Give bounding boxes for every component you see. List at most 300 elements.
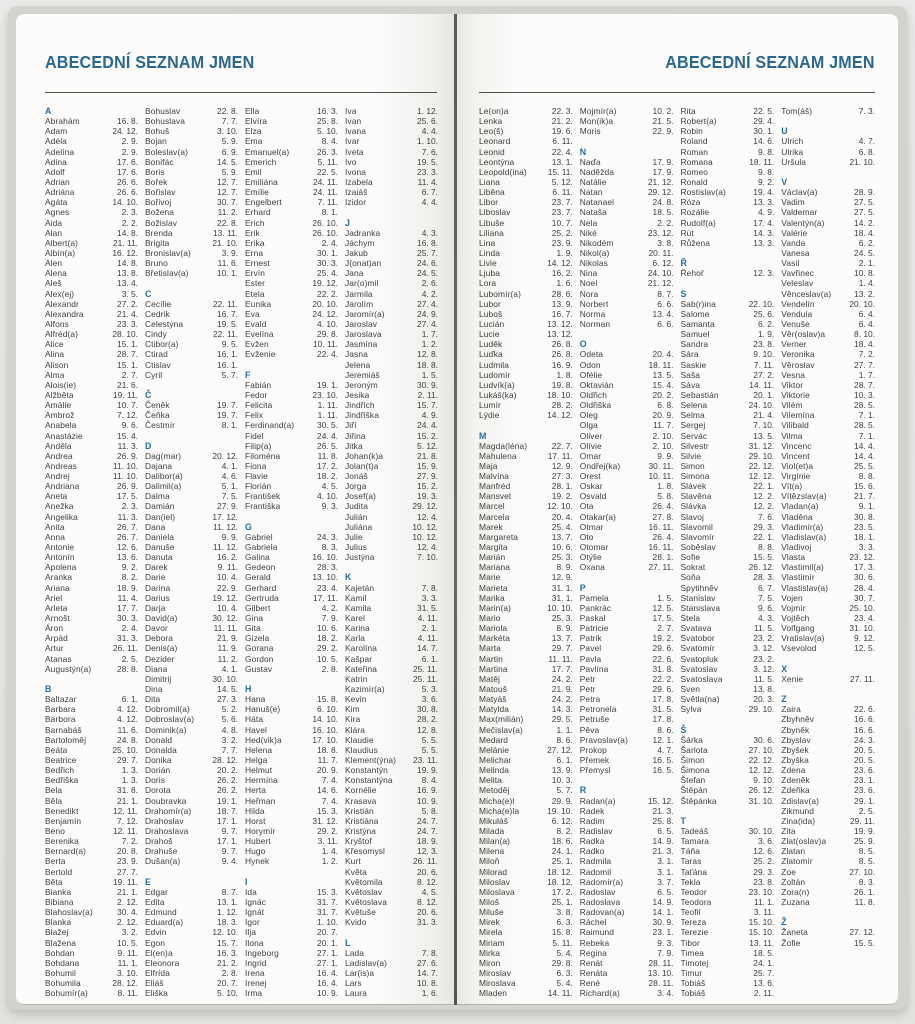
entry-name: Julie bbox=[345, 531, 363, 542]
entry-name: Nina bbox=[579, 268, 598, 279]
entry-name: Bernard(a) bbox=[45, 846, 87, 857]
name-entry bbox=[245, 897, 338, 907]
entry-name: Květoslav bbox=[345, 886, 383, 897]
name-entry bbox=[681, 360, 775, 370]
entry-name: Matouš bbox=[479, 684, 508, 695]
entry-name: Svatoslav bbox=[680, 663, 718, 674]
entry-name: Volfgang bbox=[781, 623, 815, 634]
name-entry bbox=[781, 420, 875, 430]
entry-date: 31. 8. bbox=[117, 785, 138, 796]
entry-date: 30. 7. bbox=[854, 592, 875, 603]
name-entry bbox=[781, 846, 875, 856]
entry-name: Ofélie bbox=[579, 369, 603, 380]
entry-date: 12. 9. bbox=[551, 572, 573, 583]
name-entry bbox=[245, 623, 338, 633]
name-entry bbox=[145, 785, 238, 795]
name-entry bbox=[345, 228, 438, 238]
name-entry bbox=[145, 491, 238, 501]
entry-name: Vladivoj bbox=[781, 542, 812, 553]
name-entry bbox=[245, 441, 338, 451]
name-entry bbox=[245, 806, 338, 816]
entry-date: 5. 6. bbox=[221, 714, 238, 725]
entry-date: 4. 4. bbox=[421, 126, 438, 137]
name-entry bbox=[245, 238, 338, 248]
name-entry bbox=[145, 907, 238, 917]
entry-date: 2. 7. bbox=[657, 623, 674, 634]
entry-date: 10. 11. bbox=[313, 339, 338, 350]
entry-date: 27. 2. bbox=[753, 369, 775, 380]
name-entry bbox=[245, 856, 338, 866]
entry-date: 11. 11. bbox=[548, 653, 573, 664]
entry-date: 7. 2. bbox=[858, 349, 875, 360]
entry-name: Melinda bbox=[479, 765, 510, 776]
entry-name: Nela bbox=[579, 217, 598, 228]
entry-name: Evelína bbox=[245, 329, 274, 340]
entry-date: 17. 7. bbox=[117, 602, 138, 613]
entry-name: Agnes bbox=[45, 207, 70, 218]
entry-date: 15. 6. bbox=[854, 481, 875, 492]
entry-date: 3. 8. bbox=[657, 237, 674, 248]
entry-name: Omar bbox=[579, 450, 602, 461]
entry-name: Kristiána bbox=[345, 815, 379, 826]
entry-name: Soběslav bbox=[680, 542, 716, 553]
name-entry bbox=[580, 258, 674, 268]
entry-name: Bertold bbox=[45, 866, 73, 877]
entry-name: Lucie bbox=[479, 329, 500, 340]
name-entry bbox=[781, 603, 875, 613]
entry-name: Jar(o)mil bbox=[345, 278, 379, 289]
name-entry bbox=[479, 106, 573, 116]
entry-date: 27. 10. bbox=[849, 866, 875, 877]
entry-date: 3. 10. bbox=[117, 967, 138, 978]
name-entry bbox=[45, 877, 138, 887]
entry-date: 28. 11. bbox=[648, 978, 674, 989]
name-entry bbox=[681, 877, 775, 887]
name-entry bbox=[345, 674, 438, 684]
name-entry bbox=[781, 542, 875, 552]
name-entry bbox=[781, 593, 875, 603]
entry-name: Helga bbox=[245, 755, 268, 765]
entry-date: 13. 9. bbox=[551, 298, 573, 309]
name-entry bbox=[479, 552, 573, 562]
entry-date: 23. 3. bbox=[417, 166, 438, 177]
name-entry bbox=[781, 238, 875, 248]
entry-date: 7. 10. bbox=[417, 552, 438, 563]
name-entry bbox=[580, 400, 674, 410]
entry-date: 31. 3. bbox=[117, 633, 138, 644]
name-entry bbox=[145, 654, 238, 664]
entry-date: 25. 4. bbox=[551, 521, 573, 532]
name-entry bbox=[45, 147, 138, 157]
entry-date: 8. 11. bbox=[117, 988, 138, 999]
entry-name: Donika bbox=[145, 755, 172, 765]
entry-name: Viktorie bbox=[781, 389, 810, 400]
name-entry bbox=[479, 390, 573, 400]
entry-name: Lar(is)a bbox=[345, 967, 375, 978]
entry-name: Aranka bbox=[45, 572, 73, 583]
name-entry bbox=[145, 583, 238, 593]
entry-date: 25. 11. bbox=[413, 663, 438, 674]
entry-name: Noel bbox=[579, 278, 598, 289]
entry-date: 8. 4. bbox=[421, 775, 438, 786]
entry-name: Simona bbox=[680, 471, 710, 482]
entry-date: 3. 2. bbox=[221, 734, 238, 745]
entry-name: Verner bbox=[781, 339, 807, 350]
entry-name: Šimon bbox=[680, 755, 705, 765]
entry-date: 12. 11. bbox=[113, 825, 138, 836]
entry-date: 23. 12. bbox=[849, 552, 875, 563]
name-entry bbox=[681, 968, 775, 978]
name-entry bbox=[479, 674, 573, 684]
name-entry bbox=[145, 725, 238, 735]
section-letter: G bbox=[245, 521, 252, 532]
entry-date: 27. 9. bbox=[417, 471, 438, 482]
entry-name: J(onat)an bbox=[345, 258, 382, 269]
entry-name: Dag(mar) bbox=[145, 450, 182, 461]
name-entry bbox=[781, 400, 875, 410]
entry-date: 1. 10. bbox=[317, 917, 338, 928]
entry-name: Jonáš bbox=[345, 471, 368, 482]
entry-name: Benjamín bbox=[45, 815, 82, 826]
name-entry bbox=[479, 958, 573, 968]
entry-date: 30. 8. bbox=[854, 511, 875, 522]
entry-date: 29. 3. bbox=[753, 866, 775, 877]
entry-date: 15. 2. bbox=[417, 430, 438, 441]
entry-date: 6. 8. bbox=[858, 146, 875, 157]
entry-name: Darja bbox=[145, 602, 166, 613]
entry-name: Elfrída bbox=[145, 967, 170, 978]
name-entry bbox=[781, 147, 875, 157]
name-entry bbox=[345, 248, 438, 258]
name-entry bbox=[681, 613, 775, 623]
entry-date: 24. 1. bbox=[753, 957, 775, 968]
entry-name: Zita bbox=[781, 825, 796, 836]
entry-date: 23. 3. bbox=[117, 318, 138, 329]
entry-name: Roman bbox=[680, 146, 708, 157]
name-entry bbox=[580, 603, 674, 613]
entry-name: Brenda bbox=[145, 227, 173, 238]
entry-date: 11. 4. bbox=[117, 592, 138, 603]
name-entry bbox=[479, 126, 573, 136]
entry-name: Rebeka bbox=[579, 937, 610, 948]
entry-date: 9. 11. bbox=[217, 562, 238, 573]
entry-date: 14. 9. bbox=[652, 836, 674, 847]
entry-date: 8. 5. bbox=[858, 856, 875, 867]
entry-date: 9. 7. bbox=[221, 846, 238, 857]
name-entry bbox=[45, 593, 138, 603]
entry-name: Saskie bbox=[680, 359, 707, 370]
entry-name: Drahuše bbox=[145, 846, 178, 857]
page-left-header bbox=[45, 44, 438, 84]
name-entry bbox=[681, 167, 775, 177]
name-entry bbox=[45, 167, 138, 177]
entry-date: 5. 5. bbox=[421, 744, 438, 755]
entry-date: 25. 8. bbox=[317, 116, 338, 127]
entry-date: 27. 7. bbox=[854, 359, 875, 370]
entry-name: Margita bbox=[479, 542, 508, 553]
name-entry bbox=[479, 329, 573, 339]
entry-name: Darie bbox=[145, 572, 166, 583]
name-entry bbox=[245, 654, 338, 664]
entry-name: Jana bbox=[345, 268, 364, 279]
entry-date: 7. 4. bbox=[321, 795, 338, 806]
name-entry bbox=[580, 593, 674, 603]
entry-date: 4. 9. bbox=[757, 207, 775, 218]
entry-date: 26. 7. bbox=[117, 521, 138, 532]
entry-name: Mon(ik)a bbox=[579, 116, 614, 127]
entry-date: 1. 4. bbox=[321, 846, 338, 857]
name-entry bbox=[681, 501, 775, 511]
entry-name: Fiona bbox=[245, 460, 267, 471]
name-entry bbox=[681, 471, 775, 481]
entry-date: 26. 10. bbox=[312, 227, 338, 238]
entry-name: Leopold(ina) bbox=[479, 166, 527, 177]
entry-date: 5. 10. bbox=[217, 988, 238, 999]
entry-name: Daniela bbox=[145, 531, 175, 542]
entry-name: Ivo bbox=[345, 156, 357, 167]
name-entry bbox=[45, 451, 138, 461]
entry-name: Doubravka bbox=[145, 795, 187, 806]
entry-date: 23. 7. bbox=[551, 207, 573, 218]
name-entry bbox=[580, 806, 674, 816]
name-entry bbox=[245, 491, 338, 501]
entry-date: 27. 2. bbox=[117, 298, 138, 309]
entry-name: Ctibor(a) bbox=[145, 339, 179, 350]
name-entry bbox=[345, 643, 438, 653]
name-entry bbox=[45, 522, 138, 532]
entry-date: 21. 1. bbox=[117, 886, 138, 897]
entry-name: Jaroslav bbox=[345, 318, 377, 329]
name-entry bbox=[345, 390, 438, 400]
entry-date: 5. 3. bbox=[421, 684, 438, 695]
name-entry bbox=[45, 704, 138, 714]
entry-date: 7. 8. bbox=[421, 947, 438, 958]
entry-name: Ilona bbox=[245, 937, 264, 948]
name-entry bbox=[781, 491, 875, 501]
entry-name: Zdeněk bbox=[781, 775, 810, 786]
entry-name: Rita bbox=[680, 106, 696, 116]
entry-date: 18. 8. bbox=[317, 744, 338, 755]
entry-date: 13. 8. bbox=[117, 268, 138, 279]
entry-name: Bohuslav bbox=[145, 106, 181, 116]
name-entry bbox=[580, 887, 674, 897]
entry-name: Eliška bbox=[145, 988, 168, 999]
name-entry bbox=[145, 471, 238, 481]
entry-name: Alena bbox=[45, 268, 67, 279]
entry-date: 24. 6. bbox=[417, 258, 438, 269]
entry-date: 12. 10. bbox=[547, 501, 573, 512]
entry-name: Bibiana bbox=[45, 896, 74, 907]
entry-name: Teodora bbox=[680, 896, 712, 907]
entry-name: Radan(a) bbox=[579, 795, 616, 806]
entry-name: Timur bbox=[680, 967, 703, 978]
entry-date: 8. 1. bbox=[221, 420, 238, 431]
entry-name: Marcela bbox=[479, 511, 510, 522]
name-entry bbox=[781, 278, 875, 288]
entry-name: Dobroslav(a) bbox=[145, 714, 195, 725]
name-entry bbox=[45, 309, 138, 319]
entry-name: Háta bbox=[245, 714, 264, 725]
entry-date: 12. 1. bbox=[652, 734, 674, 745]
entry-name: Zdena bbox=[781, 765, 806, 776]
name-entry bbox=[145, 400, 238, 410]
entry-date: 17. 8. bbox=[652, 694, 674, 705]
entry-name: Norman bbox=[579, 318, 611, 329]
entry-date: 14. 7. bbox=[417, 967, 438, 978]
entry-date: 15. 2. bbox=[417, 481, 438, 492]
entry-date: 7. 11. bbox=[317, 197, 338, 208]
entry-name: Martina bbox=[479, 663, 508, 674]
name-entry bbox=[245, 431, 338, 441]
entry-name: Evžen bbox=[245, 339, 269, 350]
entry-name: Oliver bbox=[579, 430, 603, 441]
name-entry bbox=[580, 968, 674, 978]
name-entry bbox=[479, 816, 573, 826]
entry-date: 25. 6. bbox=[417, 116, 438, 127]
name-entry bbox=[479, 846, 573, 856]
entry-date: 22. 4. bbox=[317, 349, 338, 360]
entry-date: 13. 1. bbox=[551, 156, 573, 167]
name-entry bbox=[781, 197, 875, 207]
entry-name: Andrea bbox=[45, 450, 73, 461]
entry-date: 21. 7. bbox=[854, 491, 875, 502]
entry-name: Doris bbox=[145, 775, 166, 786]
entry-date: 23. 6. bbox=[854, 785, 875, 796]
name-entry bbox=[580, 927, 674, 937]
name-entry bbox=[580, 360, 674, 370]
entry-name: Angelika bbox=[45, 511, 78, 522]
entry-date: 18. 11. bbox=[648, 359, 674, 370]
entry-name: Atanas bbox=[45, 653, 72, 664]
entry-date: 17. 10. bbox=[312, 734, 338, 745]
name-entry bbox=[479, 177, 573, 187]
entry-date: 6. 4. bbox=[858, 308, 875, 319]
name-entry bbox=[345, 268, 438, 278]
entry-date: 26. 9. bbox=[117, 450, 138, 461]
entry-name: Irma bbox=[245, 988, 263, 999]
entry-date: 10. 6. bbox=[551, 542, 573, 553]
entry-date: 14. 3. bbox=[551, 704, 573, 715]
entry-date: 4. 4. bbox=[421, 197, 438, 208]
entry-date: 6. 11. bbox=[552, 136, 573, 147]
entry-name: Zdeňka bbox=[781, 785, 810, 796]
name-entry bbox=[781, 785, 875, 795]
name-entry bbox=[479, 471, 573, 481]
entry-name: Petronela bbox=[579, 704, 617, 715]
name-entry bbox=[681, 116, 775, 126]
entry-name: Matěj bbox=[479, 673, 500, 684]
entry-name: Julius bbox=[345, 542, 368, 553]
entry-date: 6. 1. bbox=[556, 755, 573, 765]
entry-date: 1. 6. bbox=[556, 278, 573, 289]
section-letter: K bbox=[345, 572, 352, 583]
entry-name: Svatava bbox=[680, 623, 712, 634]
entry-name: Rút bbox=[680, 227, 694, 238]
entry-date: 3. 11. bbox=[317, 836, 338, 847]
name-entry bbox=[580, 218, 674, 228]
name-entry bbox=[145, 988, 238, 998]
entry-name: Bohumil bbox=[45, 967, 76, 978]
entry-name: Mirek bbox=[479, 917, 500, 928]
entry-date: 19. 7. bbox=[217, 400, 238, 411]
entry-date: 22. 8. bbox=[217, 217, 238, 228]
entry-date: 15. 10. bbox=[748, 927, 775, 938]
entry-name: Liana bbox=[479, 176, 500, 187]
entry-date: 29. 12. bbox=[647, 187, 674, 198]
name-entry bbox=[681, 704, 775, 714]
entry-name: Věroslav bbox=[781, 359, 815, 370]
name-entry bbox=[580, 745, 674, 755]
entry-name: Marieta bbox=[479, 582, 508, 593]
name-entry bbox=[345, 420, 438, 430]
name-entry bbox=[781, 258, 875, 268]
entry-name: Felix bbox=[245, 410, 264, 421]
page-title: ABECEDNÍ SEZNAM JMEN bbox=[45, 52, 255, 72]
entry-date: 21. 11. bbox=[113, 237, 138, 248]
name-entry bbox=[145, 349, 238, 359]
name-entry bbox=[781, 532, 875, 542]
entry-date: 20. 9. bbox=[317, 765, 338, 776]
name-entry bbox=[45, 978, 138, 988]
entry-date: 6. 7. bbox=[757, 582, 775, 593]
entry-name: Ella bbox=[245, 106, 260, 116]
entry-name: Robert(a) bbox=[680, 116, 717, 127]
entry-name: Bonifác bbox=[145, 156, 174, 167]
name-entry bbox=[45, 491, 138, 501]
name-entry bbox=[145, 512, 238, 522]
entry-name: Adéla bbox=[45, 136, 67, 147]
entry-date: 9. 4. bbox=[221, 856, 238, 867]
name-entry bbox=[580, 907, 674, 917]
name-entry bbox=[345, 471, 438, 481]
entry-name: Adriána bbox=[45, 187, 75, 198]
entry-date: 2. 10. bbox=[652, 430, 674, 441]
entry-name: Běta bbox=[45, 876, 63, 887]
entry-date: 1. 8. bbox=[657, 481, 674, 492]
entry-date: 17. 11. bbox=[547, 450, 573, 461]
entry-date: 16. 12. bbox=[112, 247, 138, 258]
entry-date: 18. 8. bbox=[417, 359, 438, 370]
name-entry bbox=[681, 887, 775, 897]
entry-date: 28. 11. bbox=[648, 957, 674, 968]
name-entry bbox=[45, 248, 138, 258]
entry-date: 17. 5. bbox=[117, 491, 138, 502]
entry-name: Zuzana bbox=[781, 896, 810, 907]
entry-date: 14. 12. bbox=[547, 410, 573, 421]
entry-date: 14. 8. bbox=[117, 227, 138, 238]
entry-date: 3. 12. bbox=[753, 643, 775, 654]
name-entry bbox=[479, 512, 573, 522]
entry-name: Dušan(a) bbox=[145, 856, 181, 867]
name-entry bbox=[781, 572, 875, 582]
entry-name: Bedřiška bbox=[45, 775, 79, 786]
entry-name: Eduard(a) bbox=[145, 917, 184, 928]
entry-name: Mirela bbox=[479, 927, 503, 938]
entry-date: 21. 9. bbox=[551, 684, 573, 695]
name-entry bbox=[580, 299, 674, 309]
entry-name: Cyril bbox=[145, 369, 163, 380]
entry-date: 10. 5. bbox=[317, 653, 338, 664]
entry-date: 19. 9. bbox=[417, 765, 438, 776]
name-entry bbox=[781, 319, 875, 329]
entry-date: 21. 4. bbox=[117, 308, 138, 319]
entry-date: 8. 12. bbox=[417, 876, 438, 887]
entry-date: 5. 12. bbox=[417, 440, 438, 451]
entry-date: 5. 12. bbox=[551, 176, 573, 187]
name-entry bbox=[681, 349, 775, 359]
entry-name: Beatrice bbox=[45, 755, 77, 765]
entry-date: 31. 7. bbox=[317, 896, 338, 907]
